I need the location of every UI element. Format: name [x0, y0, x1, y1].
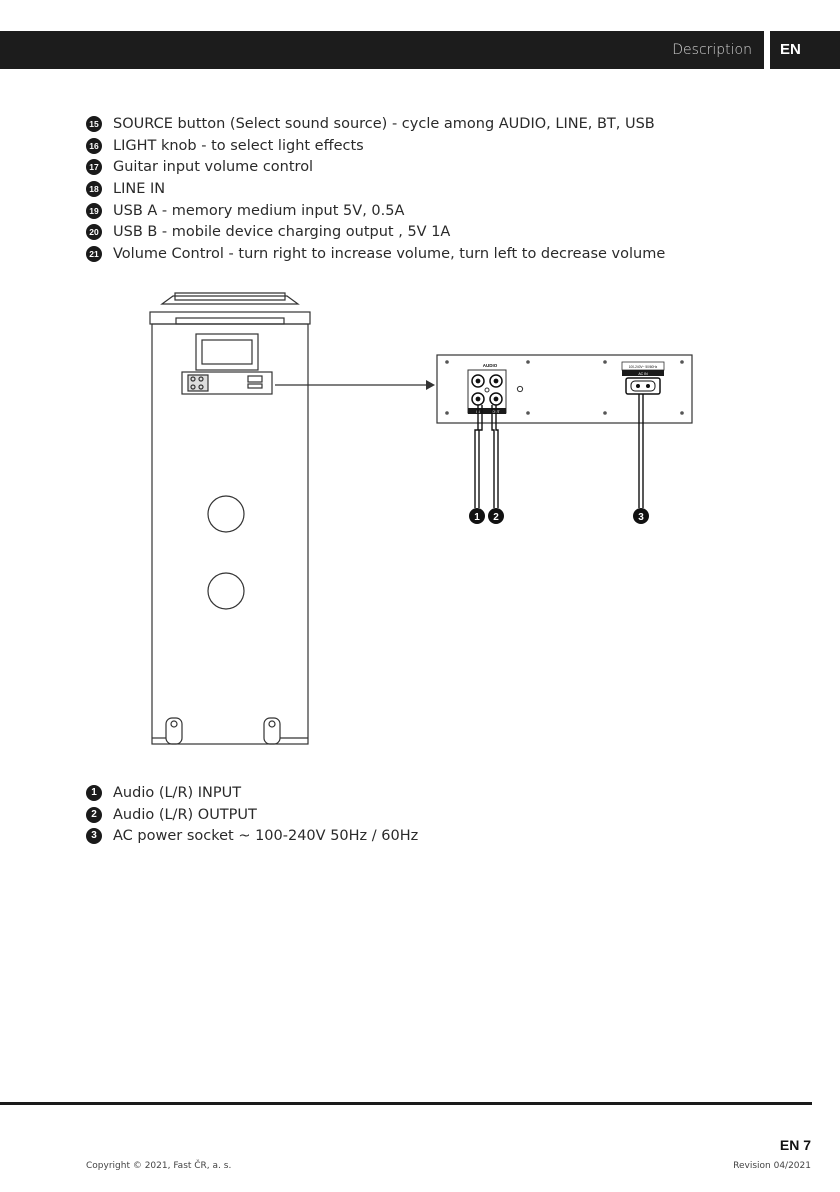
- number-badge: 17: [86, 159, 102, 175]
- callout-1: 1: [474, 512, 480, 523]
- callout-markers: [469, 508, 649, 524]
- controls-list: [86, 113, 665, 265]
- item-text: USB B - mobile device charging output , 5V 1A: [113, 224, 451, 241]
- item-text: Audio (L/R) INPUT: [113, 784, 242, 801]
- section-title: Description: [672, 42, 752, 58]
- audio-label: AUDIO: [482, 363, 498, 368]
- speaker-rear-diagram: [130, 290, 700, 760]
- footer-divider: [0, 1102, 812, 1105]
- item-text: LIGHT knob - to select light effects: [113, 137, 364, 154]
- speaker-cabinet: [150, 293, 310, 744]
- number-badge: 2: [86, 807, 102, 823]
- number-badge: 1: [86, 785, 102, 801]
- ac-in-label: AC IN: [638, 372, 648, 376]
- item-text: AC power socket ~ 100-240V 50Hz / 60Hz: [113, 828, 419, 845]
- in-label: IN: [476, 410, 480, 414]
- page-number: EN 7: [779, 1137, 811, 1153]
- list-item: [86, 113, 665, 135]
- list-item: [86, 221, 665, 243]
- item-text: LINE IN: [113, 180, 166, 197]
- item-text: USB A - memory medium input 5V, 0.5A: [113, 202, 405, 219]
- language-badge: EN: [770, 31, 840, 69]
- callout-3: 3: [638, 512, 644, 523]
- list-item: [86, 156, 665, 178]
- connectors-list: [86, 782, 418, 847]
- number-badge: 15: [86, 116, 102, 132]
- number-badge: 20: [86, 224, 102, 240]
- list-item: [86, 135, 665, 157]
- number-badge: 16: [86, 138, 102, 154]
- revision-text: Revision 04/2021: [733, 1161, 811, 1171]
- header-bar: [0, 31, 764, 69]
- list-item: [86, 825, 418, 847]
- number-badge: 21: [86, 246, 102, 262]
- list-item: [86, 243, 665, 265]
- list-item: [86, 782, 418, 804]
- callout-2: 2: [493, 512, 499, 523]
- rear-panel: [437, 355, 692, 423]
- out-label: OUT: [492, 410, 500, 414]
- item-text: Audio (L/R) OUTPUT: [113, 806, 257, 823]
- item-text: SOURCE button (Select sound source) - cycle among AUDIO, LINE, BT, USB: [113, 115, 655, 132]
- item-text: Guitar input volume control: [113, 159, 314, 176]
- list-item: [86, 178, 665, 200]
- list-item: [86, 200, 665, 222]
- item-text: Volume Control - turn right to increase volume, turn left to decrease volume: [113, 245, 666, 262]
- list-item: [86, 804, 418, 826]
- number-badge: 19: [86, 203, 102, 219]
- power-rating-label: 100-240V~ 50/60Hz: [628, 365, 658, 369]
- number-badge: 3: [86, 828, 102, 844]
- copyright-text: Copyright © 2021, Fast ČR, a. s.: [86, 1161, 232, 1171]
- number-badge: 18: [86, 181, 102, 197]
